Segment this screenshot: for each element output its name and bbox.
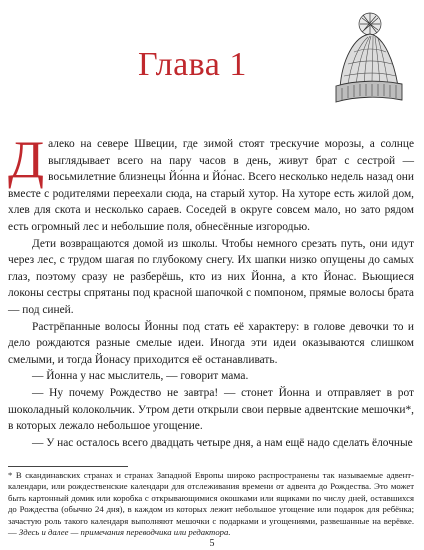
footnote-italic: Здесь и далее — примечания переводчика или редактора. (18, 527, 231, 538)
paragraph-6: — У нас осталось всего двадцать четыре дня, а нам ещё надо сделать ёлочные (32, 436, 413, 449)
paragraph-4: — Йонна у нас мыслитель, — говорит мама. (32, 370, 249, 383)
page-number: 5 (209, 538, 215, 549)
paragraph-1: Далеко на севере Швеции, где зимой стоят трескучие морозы, а солнце выглядывает всего на пару часов в день, живут брат с сестрой — восьмилетние близнецы Йо́нна и Йо́нас. Всего несколько недель назад они вместе с родителями переехали сюда, на старый хутор. На хуторе есть жилой дом, хлев для скота и несколько сараев. Соседей в округе совсем мало, но зато рядом есть огромный лес и небольшие поля, обнесённые изгородью. (8, 131, 414, 233)
paragraph-5: — Ну почему Рождество не завтра! — стонет Йонна и отправляет в рот шоколадный колокольчик. Утром дети открыли свои первые адвентские мешочки*, в которых лежало небольшое угощение. (8, 386, 414, 433)
knit-hat-icon (318, 10, 408, 106)
chapter-body (8, 131, 414, 451)
paragraph-2: Дети возвращаются домой из школы. Чтобы немного срезать путь, они идут через лес, с трудом шагая по глубокому снегу. Их шапки низко опущены до самых глаз, поэтому сразу не разберёшь, кто из них Йонна, а кто Йонас. Вьющиеся локоны сестры спрятаны под красной шапочкой с помпоном, прямые волосы брата — под синей. (8, 237, 414, 316)
footnote-text: * В скандинавских странах и странах Западной Европы широко распространены так называемые адвент-календари, или рождественские календари для отслеживания времени от адвента до Рождества. Это может быть картонный домик или коробка с открывающимися окошками или ящиками по числу дней, оставшихся до Рождества (обычно 24 дня), в каждом из которых лежит небольшое угощение или подарок для ребёнка; зачастую роль такого календаря выполняют мешочки с подарками и угощениями, развешанные на верёвке. — (8, 470, 414, 538)
drop-cap: Д (8, 131, 45, 189)
chapter-title: Глава 1 (138, 46, 247, 83)
footnote-rule (8, 466, 128, 467)
footnote (8, 470, 414, 538)
paragraph-3: Растрёпанные волосы Йонны под стать её характеру: в голове девочки то и дело рождаются разные смелые идеи. Иногда эти идеи оказываются слишком смелыми, и тогда Йонасу приходится её останавливать. (8, 320, 414, 366)
